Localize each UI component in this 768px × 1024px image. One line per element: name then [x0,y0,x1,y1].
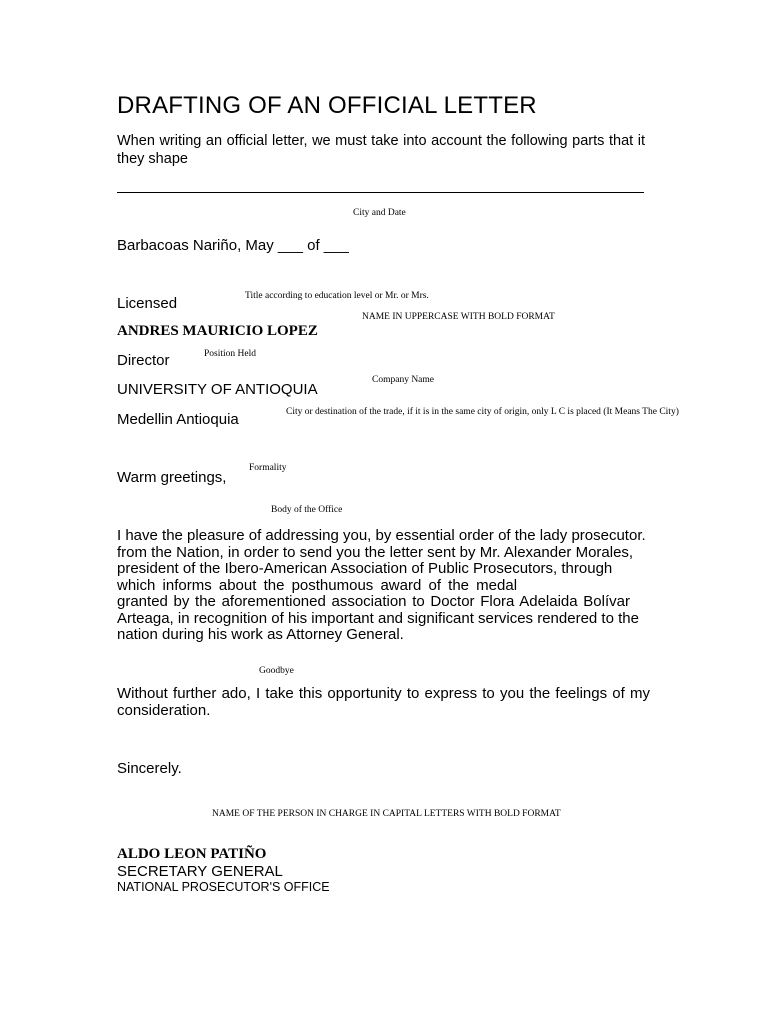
annotation-body: Body of the Office [271,505,343,515]
intro-paragraph: When writing an official letter, we must take into account the following parts that it they shape [117,133,645,167]
annotation-position-held: Position Held [204,349,256,359]
annotation-name-uppercase: NAME IN UPPERCASE WITH BOLD FORMAT [362,312,555,322]
signer-name: ALDO LEON PATIÑO [117,846,267,862]
annotation-signer-name: NAME OF THE PERSON IN CHARGE IN CAPITAL LETTERS WITH BOLD FORMAT [212,809,561,819]
signer-position: SECRETARY GENERAL [117,863,283,880]
recipient-name: ANDRES MAURICIO LOPEZ [117,323,318,339]
body-line: from the Nation, in order to send you the letter sent by Mr. Alexander Morales, [117,543,634,561]
date-line: Barbacoas Nariño, May ___ of ___ [117,237,349,254]
annotation-city-and-date: City and Date [353,208,406,218]
signer-office: NATIONAL PROSECUTOR'S OFFICE [117,880,330,894]
annotation-title-level: Title according to education level or Mr. or Mrs. [245,291,429,301]
body-line: president of the Ibero-American Association of Public Prosecutors, through [117,560,613,577]
body-line: granted by the aforementioned association to Doctor Flora Adelaida Bolívar [117,593,630,610]
sign-off: Sincerely. [117,760,182,777]
body-line: which informs about the posthumous award of the medal [117,576,518,594]
body-line: I have the pleasure of addressing you, by essential order of the lady prosecutor. [117,527,646,544]
page-title: DRAFTING OF AN OFFICIAL LETTER [117,92,537,119]
recipient-title: Licensed [117,295,178,312]
recipient-city: Medellin Antioquia [117,411,239,428]
greeting: Warm greetings, [117,469,227,486]
letter-body [117,528,657,644]
recipient-position: Director [117,352,170,369]
company-name: UNIVERSITY OF ANTIOQUIA [117,381,318,398]
closing-paragraph: Without further ado, I take this opportunity to express to you the feelings of my consideration. [117,685,650,719]
divider-line [117,192,644,193]
annotation-formality: Formality [249,463,287,473]
body-line: nation during his work as Attorney General. [117,626,404,643]
annotation-company-name: Company Name [372,375,435,385]
annotation-goodbye: Goodbye [259,666,294,676]
annotation-city-destination: City or destination of the trade, if it is in the same city of origin, only L C is placed (It Means The City) [286,407,679,417]
body-line: Arteaga, in recognition of his important and significant services rendered to the [117,609,639,627]
